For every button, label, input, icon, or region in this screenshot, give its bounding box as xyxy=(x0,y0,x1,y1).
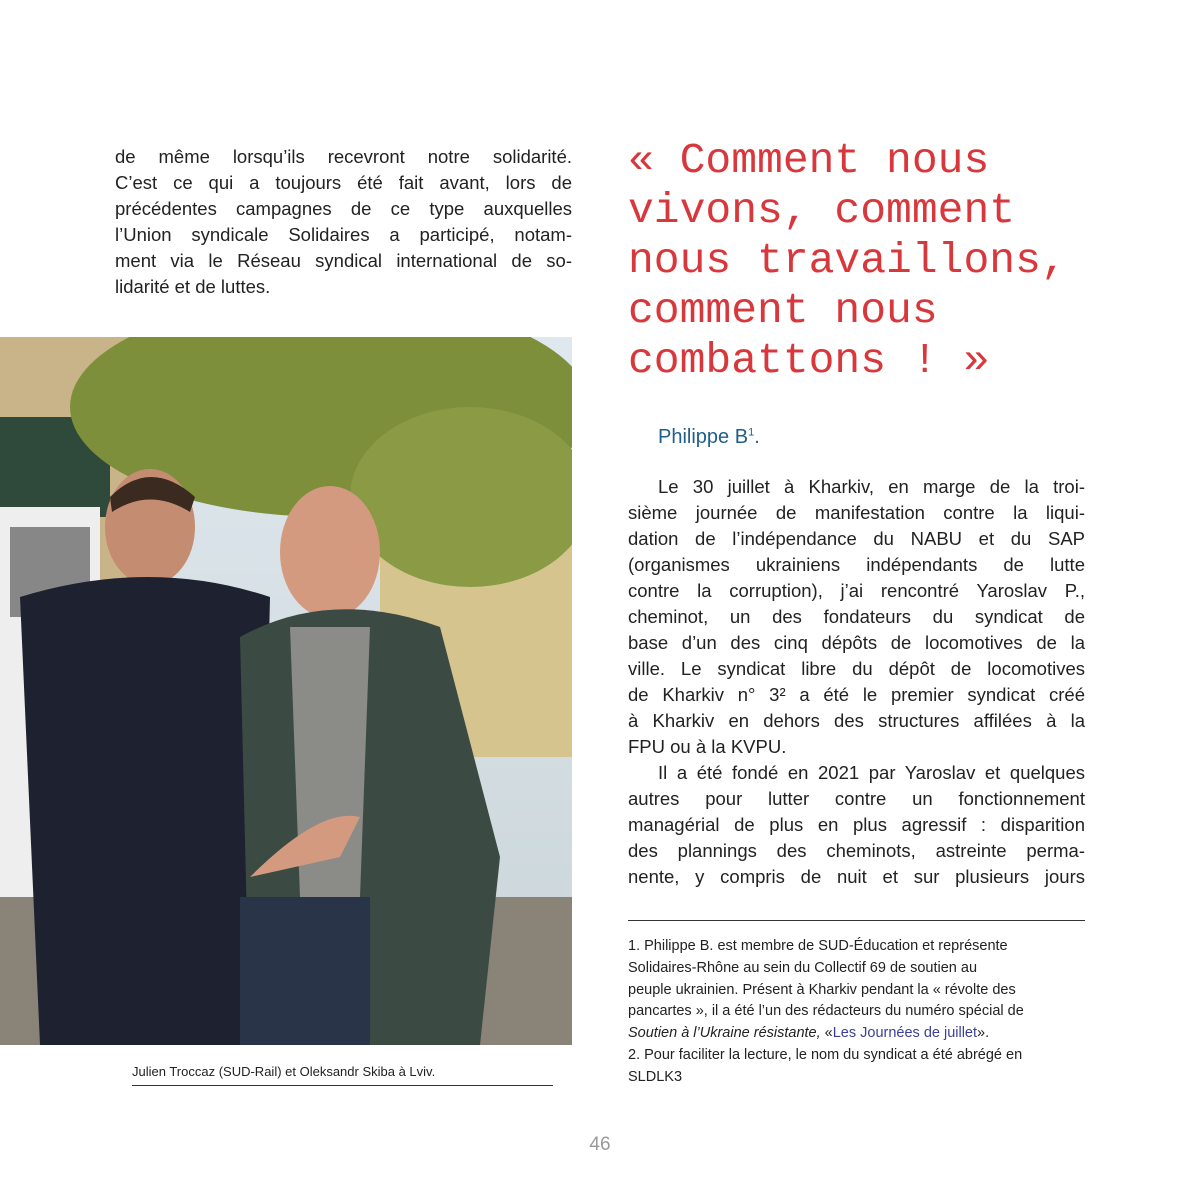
footnote-line xyxy=(628,1023,1098,1045)
footnotes xyxy=(628,936,1098,1089)
photo-two-men-street xyxy=(0,337,572,1045)
footnote-line: SLDLK3 xyxy=(628,1068,683,1085)
quote-open: « xyxy=(820,1025,833,1042)
text-line: Il a été fondé en 2021 par Yaroslav et quelques xyxy=(658,762,1085,783)
author-period: . xyxy=(754,426,760,448)
footnote-divider xyxy=(628,920,1085,921)
journees-de-juillet-link[interactable]: Les Journées de juillet xyxy=(832,1025,978,1042)
text-line: contre la corruption), j’ai rencontré Yaroslav P., xyxy=(628,580,1085,601)
title-line: « Comment nous xyxy=(628,136,990,185)
footnote-line: 1. Philippe B. est membre de SUD-Éducation et représente xyxy=(628,938,1008,954)
left-column-text xyxy=(115,144,572,300)
quote-close: ». xyxy=(977,1025,990,1042)
text-line: managérial de plus en plus agressif : disparition xyxy=(628,814,1085,835)
footnote-line: Solidaires-Rhône au sein du Collectif 69 de soutien au xyxy=(628,959,978,976)
author-byline xyxy=(658,426,760,449)
text-line: précédentes campagnes de ce type auxquelles xyxy=(115,198,572,219)
article-title xyxy=(628,136,1108,386)
footnote-line: peuple ukrainien. Présent à Kharkiv pendant la « révolte des xyxy=(628,981,1016,998)
text-line: base d’un des cinq dépôts de locomotives de la xyxy=(628,632,1085,653)
text-line: dation de l’indépendance du NABU et du SAP xyxy=(628,528,1085,549)
author-name: Philippe B xyxy=(658,426,749,448)
text-line: sième journée de manifestation contre la liqui- xyxy=(628,502,1085,523)
text-line: ment via le Réseau syndical international de so- xyxy=(115,250,572,271)
footnote-line: 2. Pour faciliter la lecture, le nom du syndicat a été abrégé en xyxy=(628,1046,1023,1063)
text-line: l’Union syndicale Solidaires a participé, notam- xyxy=(115,224,572,245)
text-line: nente, y compris de nuit et sur plusieurs jours xyxy=(628,866,1085,887)
text-line: cheminot, un des fondateurs du syndicat de xyxy=(628,606,1085,627)
text-line: (organismes ukrainiens indépendants de lutte xyxy=(628,554,1085,575)
text-line: à Kharkiv en dehors des structures affilées à la xyxy=(628,710,1085,731)
text-line: de même lorsqu’ils recevront notre solidarité. xyxy=(115,146,572,167)
text-line: lidarité et de luttes. xyxy=(115,276,271,297)
footnote-ref[interactable]: 1 xyxy=(748,426,755,439)
text-line: FPU ou à la KVPU. xyxy=(628,736,787,757)
text-line: ville. Le syndicat libre du dépôt de locomotives xyxy=(628,658,1085,679)
text-line: C’est ce qui a toujours été fait avant, lors de xyxy=(115,172,572,193)
text-line: Le 30 juillet à Kharkiv, en marge de la troi- xyxy=(658,476,1085,497)
footnote-line: pancartes », il a été l’un des rédacteurs du numéro spécial de xyxy=(628,1003,1024,1020)
text-line: des plannings des cheminots, astreinte perma- xyxy=(628,840,1085,861)
title-line: comment nous xyxy=(628,286,938,335)
page-number: 46 xyxy=(589,1134,611,1155)
title-line: combattons ! » xyxy=(628,336,990,385)
text-line: autres pour lutter contre un fonctionnement xyxy=(628,788,1085,809)
title-line: vivons, comment xyxy=(628,186,1016,235)
text-line: de Kharkiv n° 3² a été le premier syndicat créé xyxy=(628,684,1085,705)
title-line: nous travaillons, xyxy=(628,236,1067,285)
publication-title: Soutien à l’Ukraine résistante, xyxy=(628,1025,821,1042)
photo-caption: Julien Troccaz (SUD-Rail) et Oleksandr Skiba à Lviv. xyxy=(132,1064,553,1086)
article-body xyxy=(628,474,1085,890)
